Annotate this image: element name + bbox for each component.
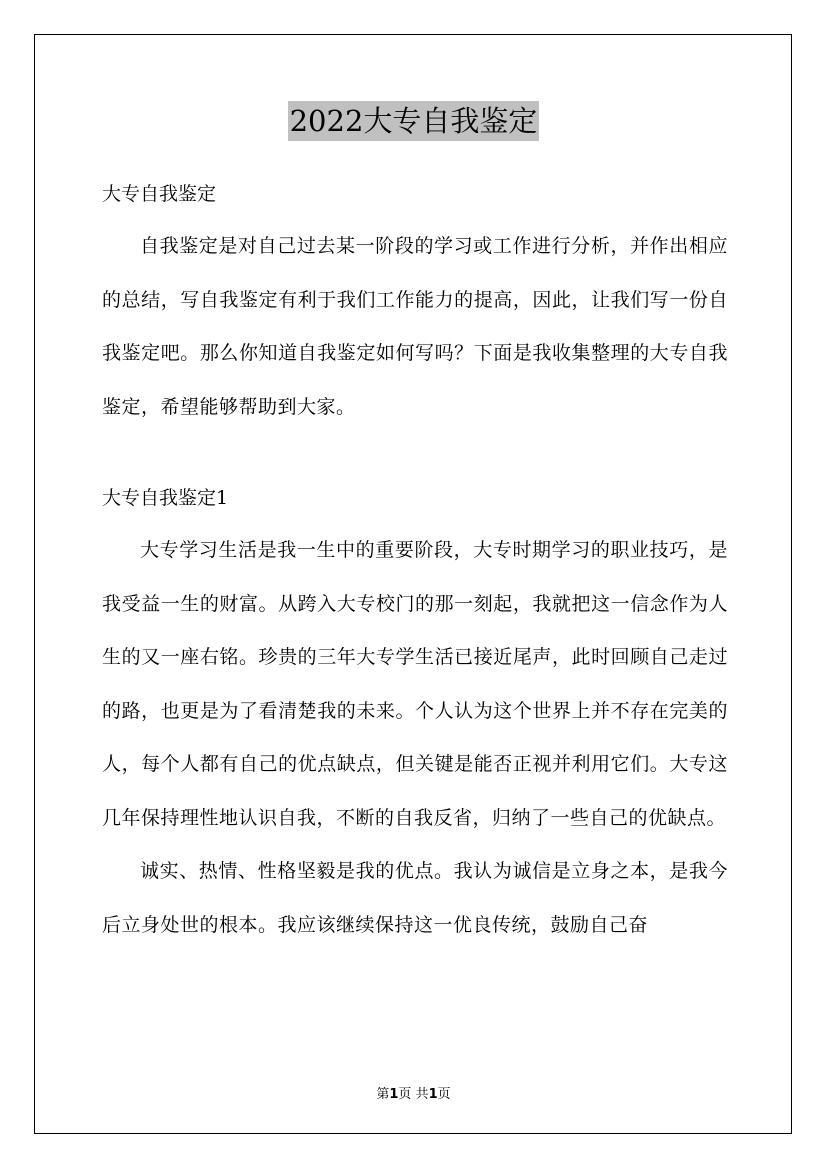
paragraph: 诚实、热情、性格坚毅是我的优点。我认为诚信是立身之本，是我今后立身处世的根本。我应该继续保持这一优良传统，鼓励自己奋 — [102, 860, 728, 936]
page-footer — [0, 1083, 827, 1102]
section-heading: 大专自我鉴定 — [102, 183, 217, 205]
spacer — [102, 434, 728, 478]
footer-total-pages: 1 — [428, 1087, 438, 1102]
document-title: 2022大专自我鉴定 — [288, 101, 540, 141]
section-heading: 大专自我鉴定1 — [102, 487, 229, 509]
paragraph: 自我鉴定是对自己过去某一阶段的学习或工作进行分析，并作出相应的总结，写自我鉴定有利于我们工作能力的提高，因此，让我们写一份自我鉴定吧。那么你知道自我鉴定如何写吗？下面是我收集整理的大专自我鉴定，希望能够帮助到大家。 — [102, 235, 728, 418]
footer-total-suffix: 页 — [437, 1087, 451, 1102]
footer-page-number: 1 — [389, 1087, 399, 1102]
document-body — [102, 174, 728, 952]
title-container — [0, 101, 827, 141]
footer-page-suffix: 页 共 — [398, 1087, 429, 1102]
paragraph: 大专学习生活是我一生中的重要阶段，大专时期学习的职业技巧，是我受益一生的财富。从跨入大专校门的那一刻起，我就把这一信念作为人生的又一座右铭。珍贵的三年大专学生活已接近尾声，此时回顾自己走过的路，也更是为了看清楚我的未来。个人认为这个世界上并不存在完美的人，每个人都有自己的优点缺点，但关键是能否正视并利用它们。大专这几年保持理性地认识自我，不断的自我反省，归纳了一些自己的优缺点。 — [102, 539, 728, 829]
footer-page-prefix: 第 — [376, 1087, 390, 1102]
